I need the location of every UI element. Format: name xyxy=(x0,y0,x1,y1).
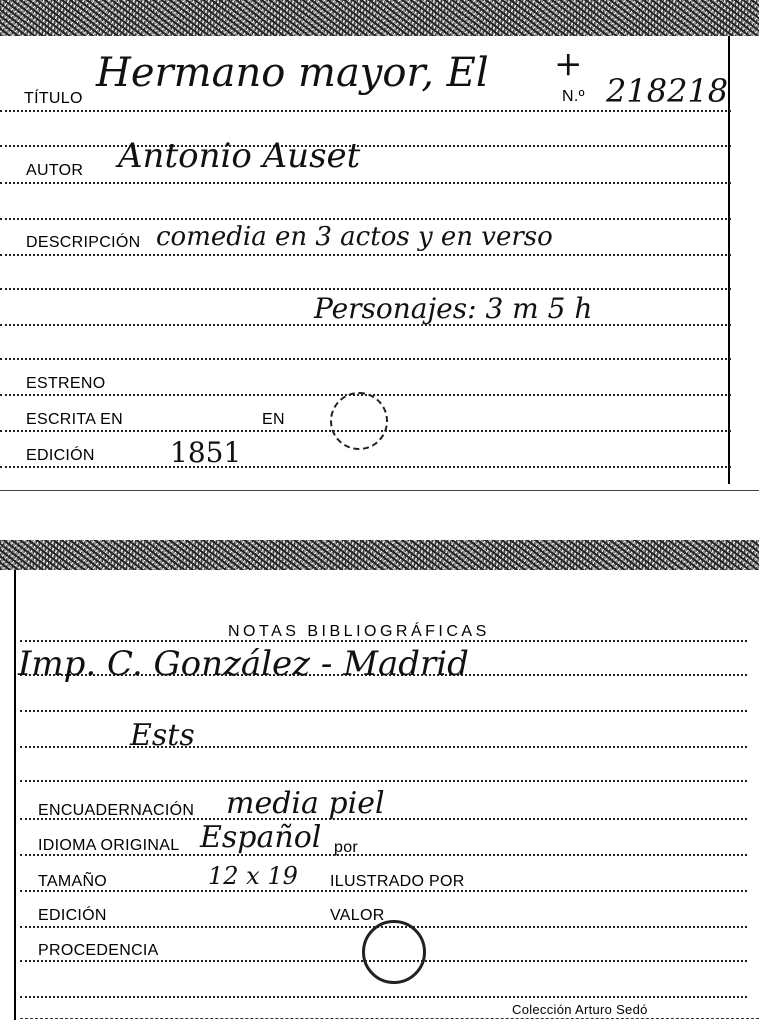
edicion-label: EDICIÓN xyxy=(38,907,107,924)
rule-descripcion xyxy=(0,254,731,256)
rule-edicion xyxy=(0,466,731,468)
nota-line2: Ests xyxy=(130,718,195,753)
rule-notas xyxy=(20,640,747,642)
procedencia-label: PROCEDENCIA xyxy=(38,942,159,959)
autor-value: Antonio Auset xyxy=(118,136,361,176)
por-label: por xyxy=(334,839,359,856)
titulo-label: TÍTULO xyxy=(24,90,83,107)
idioma-label: IDIOMA ORIGINAL xyxy=(38,837,180,854)
rule-n2 xyxy=(20,710,747,712)
descripcion-label: DESCRIPCIÓN xyxy=(26,234,141,251)
edicion-label: EDICIÓN xyxy=(26,447,95,464)
card-left-edge xyxy=(14,570,16,1020)
rule-3 xyxy=(0,288,731,290)
rule-autor xyxy=(0,182,731,184)
cross-mark: + xyxy=(554,44,583,84)
descripcion-value: comedia en 3 actos y en verso xyxy=(156,222,553,252)
titulo-value: Hermano mayor, El xyxy=(96,50,489,96)
en-label: EN xyxy=(262,411,285,428)
edicion-value: 1851 xyxy=(170,436,242,469)
rule-final xyxy=(20,996,747,998)
notas-heading: NOTAS BIBLIOGRÁFICAS xyxy=(228,623,490,640)
scan-noise-top xyxy=(0,540,759,570)
catalog-card-back xyxy=(0,540,759,1028)
nota-line1: Imp. C. González - Madrid xyxy=(18,644,469,684)
valor-label: VALOR xyxy=(330,907,385,924)
estreno-label: ESTRENO xyxy=(26,375,106,392)
rule-titulo xyxy=(0,110,731,112)
idioma-value: Español xyxy=(200,820,322,855)
rule-2 xyxy=(0,218,731,220)
card-bottom-edge xyxy=(20,1018,759,1019)
escrita-label: ESCRITA EN xyxy=(26,411,123,428)
tamano-value: 12 x 19 xyxy=(208,862,298,890)
tamano-label: TAMAÑO xyxy=(38,873,108,890)
numero-value: 218218 xyxy=(606,72,729,110)
encuadernacion-value: media piel xyxy=(226,786,385,821)
ilustrado-label: ILUSTRADO POR xyxy=(330,873,465,890)
catalog-card-front xyxy=(0,0,759,495)
scan-noise-top xyxy=(0,0,759,36)
card-right-edge xyxy=(728,36,730,484)
rule-n4 xyxy=(20,780,747,782)
stamp-circle xyxy=(362,920,426,984)
rule-5 xyxy=(0,358,731,360)
card-bottom-edge xyxy=(0,490,759,491)
stamp-circle xyxy=(330,392,388,450)
coleccion-label: Colección Arturo Sedó xyxy=(512,1002,648,1017)
personajes-value: Personajes: 3 m 5 h xyxy=(314,292,593,325)
numero-label: N.º xyxy=(562,88,585,105)
rule-1 xyxy=(0,145,731,147)
encuadernacion-label: ENCUADERNACIÓN xyxy=(38,802,195,819)
autor-label: AUTOR xyxy=(26,162,84,179)
